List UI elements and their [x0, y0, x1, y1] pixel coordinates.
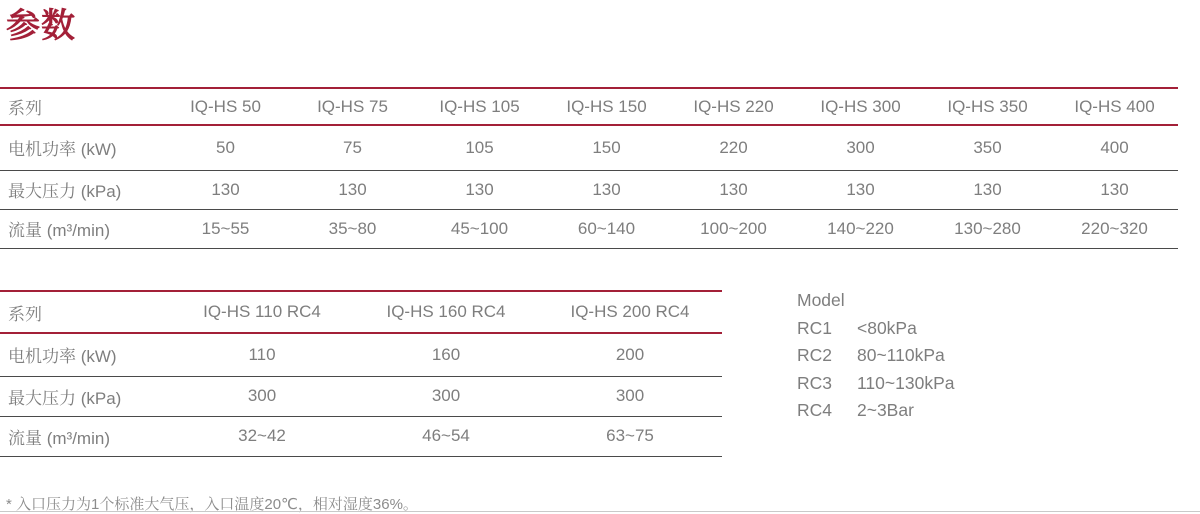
table-row-max-pressure	[0, 170, 1178, 209]
table-row-flow	[0, 209, 1178, 248]
table-header-row	[0, 291, 722, 333]
cell: 63~75	[606, 426, 654, 445]
table-header-row	[0, 88, 1178, 125]
footnote: * 入口压力为1个标准大气压，入口温度20℃，相对湿度36%。	[6, 496, 418, 513]
column-header-model: IQ-HS 105	[439, 96, 520, 116]
legend-title: Model	[797, 290, 845, 310]
row-label: 最大压力 (kPa)	[8, 182, 122, 201]
legend-entry-rc4	[797, 397, 954, 425]
spec-table-iq-hs-rc4	[0, 290, 722, 457]
column-header-model: IQ-HS 150	[566, 96, 647, 116]
cell: 110	[248, 344, 276, 364]
column-header-model: IQ-HS 350	[947, 96, 1028, 116]
cell: 160	[431, 344, 461, 364]
table-row-flow	[0, 416, 722, 456]
legend-code: RC3	[797, 372, 833, 393]
cell: 300	[247, 386, 277, 405]
table-row-max-pressure	[0, 376, 722, 416]
cell: 100~200	[700, 218, 767, 238]
cell: 15~55	[201, 218, 250, 238]
cell: 130	[211, 179, 240, 199]
cell: 300	[431, 386, 461, 405]
legend-range: 80~110kPa	[857, 345, 945, 365]
column-header-model: IQ-HS 75	[317, 96, 388, 116]
legend-code: RC1	[797, 317, 833, 338]
column-header-model: IQ-HS 160 RC4	[386, 302, 506, 321]
cell: 130	[719, 179, 748, 199]
legend-code: RC2	[797, 345, 833, 365]
cell: 300	[846, 137, 875, 157]
cell: 35~80	[328, 218, 377, 238]
spec-table-iq-hs	[0, 87, 1178, 249]
cell: 130	[592, 179, 621, 199]
cell: 130~280	[954, 218, 1021, 238]
legend-range: <80kPa	[857, 317, 917, 338]
column-header-model: IQ-HS 300	[820, 96, 901, 116]
cell: 46~54	[422, 426, 470, 445]
column-header-series: 系列	[8, 304, 42, 324]
row-label: 流量 (m³/min)	[8, 428, 110, 448]
cell: 220	[719, 137, 748, 157]
page-title: 参数	[6, 7, 76, 45]
cell: 140~220	[827, 218, 894, 238]
cell: 45~100	[450, 218, 509, 238]
cell: 60~140	[577, 218, 636, 238]
column-header-model: IQ-HS 200 RC4	[570, 302, 690, 321]
cell: 200	[615, 344, 645, 364]
row-label: 电机功率 (kW)	[8, 140, 117, 160]
row-label: 电机功率 (kW)	[8, 347, 117, 367]
row-label: 流量 (m³/min)	[8, 221, 110, 240]
cell: 400	[1100, 137, 1129, 157]
column-header-model: IQ-HS 110 RC4	[203, 302, 321, 321]
cell: 130	[465, 179, 494, 199]
legend-entry-rc2	[797, 342, 954, 370]
legend-entry-rc1	[797, 315, 954, 343]
cell: 220~320	[1081, 218, 1148, 238]
legend-range: 110~130kPa	[857, 372, 955, 393]
table-row-motor-power	[0, 333, 722, 376]
cell: 32~42	[238, 426, 286, 445]
bottom-divider	[0, 511, 1200, 512]
cell: 150	[592, 137, 621, 157]
cell: 130	[846, 179, 875, 199]
row-label: 最大压力 (kPa)	[8, 388, 122, 408]
cell: 130	[973, 179, 1002, 199]
column-header-model: IQ-HS 220	[693, 96, 774, 116]
cell: 105	[465, 137, 494, 157]
table-row-motor-power	[0, 125, 1178, 170]
cell: 75	[343, 137, 362, 157]
cell: 130	[338, 179, 367, 199]
cell: 130	[1100, 179, 1129, 199]
legend-range: 2~3Bar	[857, 400, 914, 420]
column-header-model: IQ-HS 400	[1074, 96, 1155, 116]
column-header-series: 系列	[8, 99, 42, 118]
cell: 350	[973, 137, 1002, 157]
model-legend	[797, 287, 954, 425]
cell: 300	[615, 386, 645, 405]
cell: 50	[216, 137, 235, 157]
column-header-model: IQ-HS 50	[190, 96, 261, 116]
legend-code: RC4	[797, 400, 833, 420]
legend-entry-rc3	[797, 370, 954, 398]
